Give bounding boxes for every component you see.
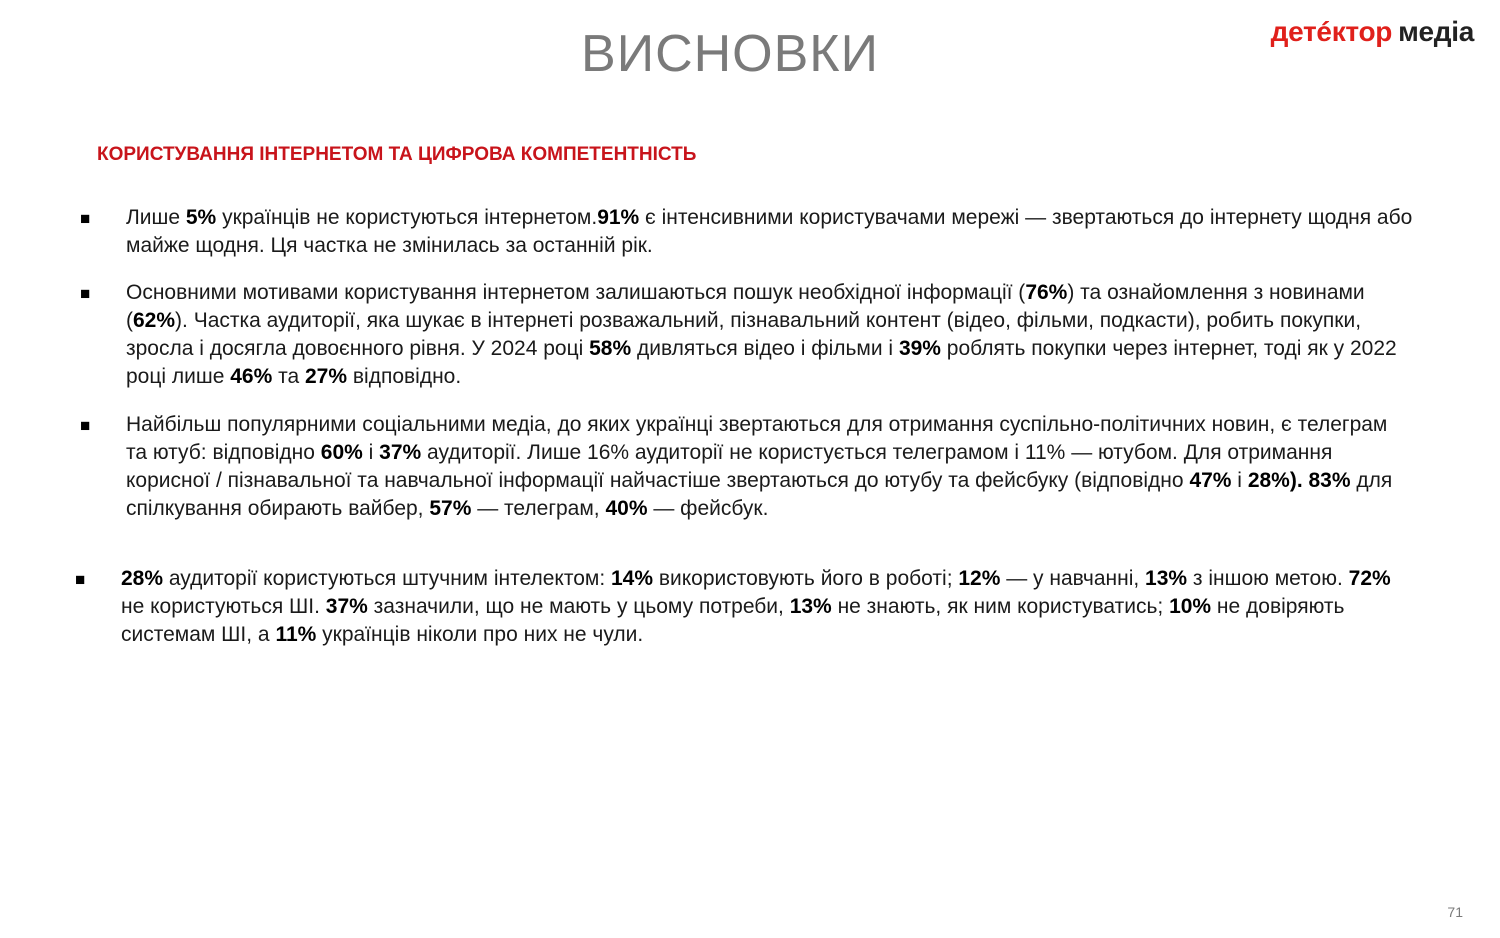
text-run: аудиторії. Лише 16% аудиторії не користується телеграмом і 11% — ютубом. Для отримання корисної / пізнавальної та навчальної інформації найчастіше звертаються до ютубу та фейсбуку (відповідно	[126, 441, 1333, 492]
section-heading: КОРИСТУВАННЯ ІНТЕРНЕТОМ ТА ЦИФРОВА КОМПЕТЕНТНІСТЬ	[97, 144, 697, 165]
text-run: і	[362, 441, 380, 464]
text-run: зазначили, що не мають у цьому потреби,	[367, 595, 790, 618]
text-run: з іншою метою.	[1187, 567, 1349, 590]
text-run: Найбільш популярними соціальними медіа, до яких українці звертаються для отримання суспільно-політичних новин, є телеграм та ютуб: відповідно	[126, 413, 1388, 464]
text-run: українців ніколи про них не чули.	[316, 623, 644, 646]
bullet-square-icon: ■	[75, 570, 86, 589]
list-item	[80, 411, 1406, 523]
highlighted-value: 13%	[789, 595, 832, 618]
highlighted-value: 12%	[958, 567, 1001, 590]
text-run: аудиторії користуються штучним інтелектом:	[163, 567, 611, 590]
text-run: роблять покупки через інтернет, тоді як у 2022 році лише	[126, 337, 1397, 388]
highlighted-value: 13%	[1145, 567, 1188, 590]
text-run: та	[272, 365, 305, 388]
text-run: — фейсбук.	[647, 497, 769, 520]
list-item	[80, 279, 1416, 391]
highlighted-value: 37%	[379, 441, 422, 464]
highlighted-value: 10%	[1169, 595, 1212, 618]
highlighted-value: 14%	[610, 567, 654, 590]
text-run: не довіряють системам ШІ, а	[121, 595, 1345, 646]
highlighted-value: 58%	[589, 337, 632, 360]
highlighted-value: 91%	[597, 206, 640, 229]
text-run: ) та ознайомлення з новинами (	[126, 281, 1365, 332]
list-item-text	[126, 413, 1392, 520]
highlighted-value: 72%	[1348, 567, 1391, 590]
text-run: для спілкування обирають вайбер,	[126, 469, 1393, 520]
logo-part-media: медіа	[1398, 16, 1474, 47]
highlighted-value: 40%	[605, 497, 648, 520]
highlighted-value: 76%	[1025, 281, 1068, 304]
highlighted-value: 5%	[185, 206, 217, 229]
highlighted-value: 46%	[230, 365, 273, 388]
text-run: ). Частка аудиторії, яка шукає в інтернеті розважальний, пізнавальний контент (відео, фільми, подкасти), робить покупки, зросла і досягла довоєнного рівня. У 2024 році	[126, 309, 1362, 360]
highlighted-value: 57%	[429, 497, 472, 520]
bullet-square-icon: ■	[80, 416, 91, 435]
text-run: — у навчанні,	[1000, 567, 1146, 590]
text-run: не знають, як ним користуватись;	[831, 595, 1170, 618]
highlighted-value: 28%). 83%	[1247, 469, 1351, 492]
highlighted-value: 62%	[133, 309, 176, 332]
text-run: Лише	[126, 206, 186, 229]
list-item-text	[126, 281, 1397, 388]
list-item-text	[121, 567, 1391, 646]
bullet-square-icon: ■	[80, 209, 91, 228]
text-run: відповідно.	[347, 365, 462, 388]
text-run: — телеграм,	[471, 497, 606, 520]
logo-part-detector: детéктор	[1270, 16, 1393, 47]
logo	[1271, 16, 1474, 48]
list-item	[80, 204, 1416, 260]
list-item-text	[126, 206, 1412, 257]
page-title: ВИСНОВКИ	[581, 25, 879, 83]
highlighted-value: 39%	[898, 337, 941, 360]
text-run: Основними мотивами користування інтернетом залишаються пошук необхідної інформації (	[126, 281, 1026, 304]
highlighted-value: 60%	[320, 441, 363, 464]
text-run: і	[1231, 469, 1248, 492]
text-run: українців не користуються інтернетом.	[216, 206, 598, 229]
text-run: дивляться відео і фільми і	[631, 337, 899, 360]
highlighted-value: 28%	[121, 567, 164, 590]
highlighted-value: 47%	[1189, 469, 1232, 492]
page-number: 71	[1447, 904, 1463, 920]
bullet-square-icon: ■	[80, 284, 91, 303]
highlighted-value: 27%	[305, 365, 348, 388]
text-run: не користуються ШІ.	[121, 595, 326, 618]
text-run: використовують його в роботі;	[653, 567, 959, 590]
list-item	[75, 565, 1411, 649]
highlighted-value: 11%	[275, 623, 317, 646]
text-run: є інтенсивними користувачами мережі — звертаються до інтернету щодня або майже щодня. Ця частка не змінилась за останній рік.	[126, 206, 1413, 257]
highlighted-value: 37%	[325, 595, 368, 618]
